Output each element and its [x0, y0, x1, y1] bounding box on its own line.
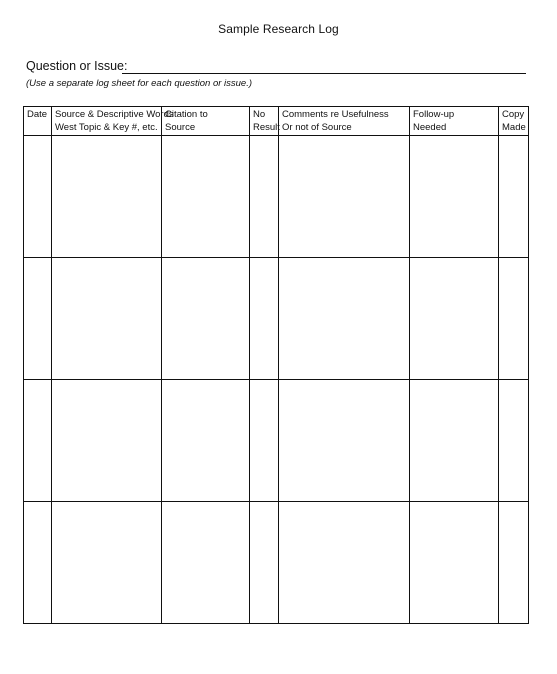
- column-header-line: Or not of Source: [282, 121, 352, 133]
- log-cell[interactable]: [410, 136, 499, 258]
- column-header-line: No: [253, 109, 266, 120]
- log-row: [24, 136, 529, 258]
- column-header-line: Date: [27, 109, 48, 120]
- log-cell[interactable]: [52, 136, 162, 258]
- log-cell[interactable]: [24, 258, 52, 380]
- column-header-line: Needed: [413, 121, 447, 133]
- log-cell[interactable]: [499, 258, 529, 380]
- question-note: (Use a separate log sheet for each question or issue.): [26, 78, 253, 89]
- log-cell[interactable]: [162, 380, 250, 502]
- log-cell[interactable]: [279, 136, 410, 258]
- log-cell[interactable]: [410, 502, 499, 624]
- log-cell[interactable]: [250, 258, 279, 380]
- log-cell[interactable]: [24, 380, 52, 502]
- column-header-date: [24, 107, 52, 136]
- column-header-comments: [279, 107, 410, 136]
- log-cell[interactable]: [279, 258, 410, 380]
- log-cell[interactable]: [250, 136, 279, 258]
- column-header-line: Comments re Usefulness: [282, 109, 389, 120]
- log-cell[interactable]: [52, 380, 162, 502]
- log-cell[interactable]: [162, 136, 250, 258]
- question-answer-line: [122, 73, 526, 74]
- log-cell[interactable]: [162, 502, 250, 624]
- log-cell[interactable]: [250, 380, 279, 502]
- log-cell[interactable]: [162, 258, 250, 380]
- column-header-line: Source & Descriptive Words: [55, 109, 174, 120]
- log-cell[interactable]: [52, 258, 162, 380]
- log-row: [24, 380, 529, 502]
- column-header-line: Source: [165, 121, 196, 133]
- log-cell[interactable]: [499, 136, 529, 258]
- column-header-line: Result: [253, 121, 280, 133]
- log-cell[interactable]: [410, 258, 499, 380]
- document-title: Sample Research Log: [218, 22, 339, 36]
- column-header-source: [52, 107, 174, 136]
- log-cell[interactable]: [24, 502, 52, 624]
- column-header-line: Made: [502, 121, 526, 133]
- column-header-citation: [162, 107, 250, 136]
- log-cell[interactable]: [52, 502, 162, 624]
- log-row: [24, 258, 529, 380]
- log-cell[interactable]: [499, 380, 529, 502]
- column-header-line: West Topic & Key #, etc.: [55, 121, 158, 133]
- column-header-follow-up: [410, 107, 499, 136]
- log-cell[interactable]: [410, 380, 499, 502]
- column-header-line: Citation to: [165, 109, 208, 120]
- log-cell[interactable]: [279, 380, 410, 502]
- column-header-no-result: [250, 107, 279, 136]
- research-log-table: [23, 106, 529, 624]
- log-cell[interactable]: [250, 502, 279, 624]
- header-row: [24, 107, 529, 136]
- column-header-line: Copy: [502, 109, 525, 120]
- log-row: [24, 502, 529, 624]
- log-cell[interactable]: [499, 502, 529, 624]
- log-cell[interactable]: [24, 136, 52, 258]
- log-cell[interactable]: [279, 502, 410, 624]
- column-header-line: Follow-up: [413, 109, 455, 120]
- column-header-copy-made: [499, 107, 529, 136]
- question-label: Question or Issue:: [26, 59, 128, 73]
